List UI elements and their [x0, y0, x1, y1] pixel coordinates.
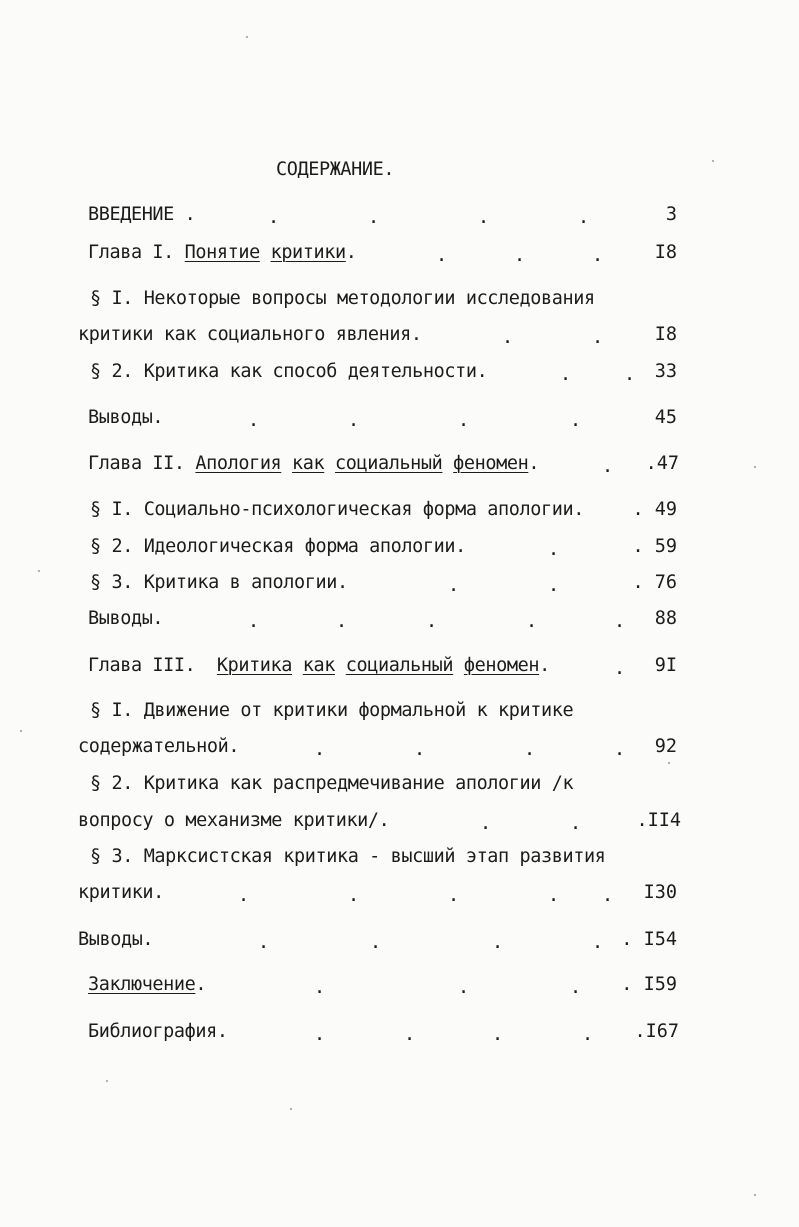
toc-page-2-2: . 59 [632, 536, 677, 557]
toc-page-chapter-3: 9I [654, 655, 677, 676]
toc-entry-conclusion: Заключение. [88, 974, 207, 995]
toc-page-3-2: .II4 [636, 810, 681, 831]
toc-entry-3-1-line2: содержательной. [78, 736, 240, 757]
scan-speck [20, 730, 22, 732]
toc-page-1-1: I8 [654, 324, 677, 345]
toc-entry-2-conclusions: Выводы. [88, 608, 164, 629]
scan-speck [106, 1080, 108, 1082]
toc-entry-2-2: § 2. Идеологическая форма апологии. [90, 536, 466, 557]
toc-entry-1-2: § 2. Критика как способ деятельности. [90, 361, 488, 382]
toc-entry-1-1-line2: критики как социального явления. [78, 324, 422, 345]
toc-page-intro: 3 [665, 204, 677, 225]
scan-speck [246, 36, 248, 38]
toc-page-chapter-1: I8 [654, 242, 677, 263]
toc-entry-2-3: § 3. Критика в апологии. [90, 572, 348, 593]
toc-entry-chapter-3: Глава III. Критика как социальный феномен. [88, 655, 550, 676]
toc-entry-3-3-line2: критики. [78, 882, 164, 903]
toc-entry-bibliography: Библиография. [88, 1021, 228, 1042]
toc-page-3-3: I30 [643, 882, 677, 903]
toc-entry-1-1-line1: § I. Некоторые вопросы методологии исследования [90, 288, 595, 309]
scan-speck [290, 1108, 292, 1110]
scan-speck [754, 466, 756, 468]
toc-page-2-3: . 76 [632, 572, 677, 593]
toc-page-1-conclusions: 45 [654, 407, 677, 428]
toc-page-3-conclusions: . I54 [621, 929, 677, 950]
toc-page: СОДЕРЖАНИЕ. ВВЕДЕНИЕ . . . . . 3 Глава I. Понятие критики. . . . I8 § I. Некоторые вопросы методологии исследования критики как социального явления. . . I8 § 2. Критика как способ деятельности. . . 33 Выводы. . . . . 45 Глава II. Апология как социальный феномен. . .47 § I. Социально-психологическая форма апологии. . 49 § 2. Идеологическая форма апологии. . . 59 § 3. Критика в апологии. . . . 76 Выводы. . . . . . 88 Глава III. Критика как социальный феномен. . 9I § I. Движение от критики формальной к критике содержательной. . . . . 92 § 2. Критика как распредмечивание апологии /к вопросу о механизме критики/. . . .II4 § 3. Марксистская критика - высший этап развития критики. . . . . . I30 Выводы. . . . . . I54 Заключение. . . . . I59 Библиография. . . . . .I67 [0, 0, 799, 1227]
scan-speck [712, 160, 714, 162]
toc-entry-1-conclusions: Выводы. [88, 407, 164, 428]
toc-page-bibliography: .I67 [634, 1021, 679, 1042]
toc-entry-chapter-1: Глава I. Понятие критики. [88, 242, 357, 263]
toc-entry-3-conclusions: Выводы. [78, 929, 154, 950]
toc-entry-3-2-line2: вопросу о механизме критики/. [78, 810, 390, 831]
toc-page-chapter-2: .47 [645, 453, 679, 474]
toc-page-2-conclusions: 88 [654, 608, 677, 629]
toc-entry-3-3-line1: § 3. Марксистская критика - высший этап развития [90, 846, 606, 867]
toc-entry-3-2-line1: § 2. Критика как распредмечивание апологии /к [90, 773, 574, 794]
toc-page-1-2: 33 [654, 361, 677, 382]
toc-entry-3-1-line1: § I. Движение от критики формальной к критике [90, 700, 574, 721]
toc-page-3-1: 92 [654, 736, 677, 757]
toc-page-2-1: . 49 [632, 499, 677, 520]
scan-speck [754, 1194, 756, 1196]
toc-page-conclusion: . I59 [621, 974, 677, 995]
toc-entry-intro: ВВЕДЕНИЕ . [88, 204, 196, 225]
toc-entry-chapter-2: Глава II. Апология как социальный феномен. [88, 453, 540, 474]
scan-speck [38, 570, 40, 572]
toc-entry-2-1: § I. Социально-психологическая форма апологии. [90, 499, 584, 520]
scan-speck [668, 762, 670, 764]
toc-title: СОДЕРЖАНИЕ. [276, 159, 395, 180]
